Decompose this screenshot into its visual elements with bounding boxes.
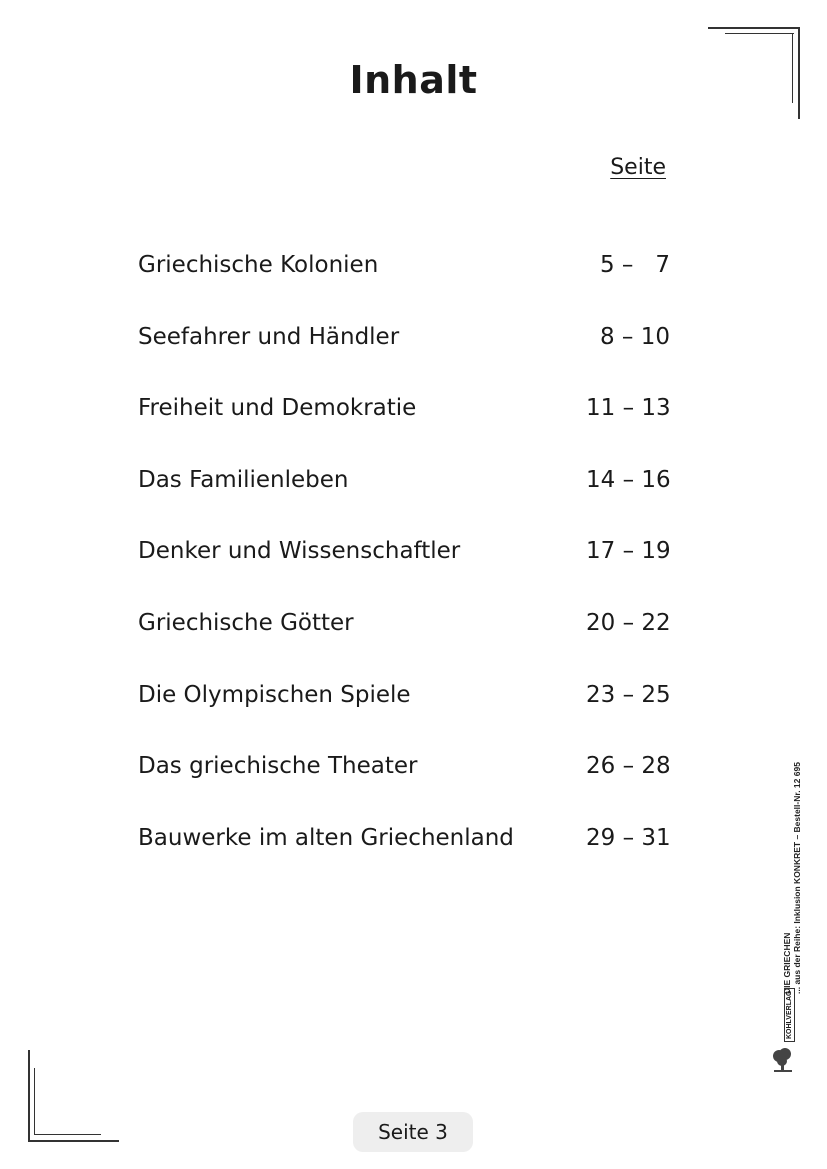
toc-entry-pages: 20 – 22	[586, 609, 671, 636]
toc-entry	[138, 821, 678, 893]
toc-entry-pages: 14 – 16	[586, 466, 671, 493]
toc-entry-title: Griechische Kolonien	[138, 252, 379, 278]
book-series-info: ... aus der Reihe: Inklusion KONKRET – Bestell-Nr. 12 695	[792, 762, 802, 994]
toc-entry-pages: 23 – 25	[586, 681, 671, 708]
toc-entry-pages: 26 – 28	[586, 753, 671, 780]
toc-entry	[138, 534, 678, 606]
publisher-name: KOHLVERLAG	[784, 988, 795, 1042]
toc-entry	[138, 606, 678, 678]
page-number-badge: Seite 3	[353, 1112, 473, 1152]
toc-entry-title: Freiheit und Demokratie	[138, 395, 417, 422]
toc-entry	[138, 248, 678, 320]
toc-entry	[138, 749, 678, 821]
publisher-logo	[770, 990, 808, 1074]
toc-entry-title: Bauwerke im alten Griechenland	[138, 824, 514, 851]
page-column-header: Seite	[610, 155, 666, 180]
toc-entry-title: Die Olympischen Spiele	[138, 681, 411, 708]
toc-entry-pages: 8 – 10	[599, 323, 670, 350]
table-of-contents	[138, 248, 678, 892]
toc-entry	[138, 320, 678, 392]
toc-entry-title: Denker und Wissenschaftler	[138, 538, 461, 565]
toc-entry	[138, 463, 678, 535]
toc-entry-pages: 29 – 31	[586, 824, 671, 851]
publisher-info	[758, 700, 812, 1000]
book-series-title: DIE GRIECHEN	[782, 932, 792, 994]
toc-entry	[138, 678, 678, 750]
toc-entry	[138, 391, 678, 463]
toc-entry-title: Das griechische Theater	[138, 753, 418, 780]
tree-logo-icon	[770, 1046, 796, 1072]
toc-entry-pages: 17 – 19	[586, 538, 671, 565]
toc-entry-title: Das Familienleben	[138, 466, 349, 493]
page-title: Inhalt	[349, 58, 478, 102]
toc-entry-title: Griechische Götter	[138, 609, 354, 636]
toc-entry-pages: 11 – 13	[586, 395, 671, 422]
toc-entry-title: Seefahrer und Händler	[138, 323, 400, 350]
toc-entry-pages: 5 – 7	[599, 252, 670, 278]
